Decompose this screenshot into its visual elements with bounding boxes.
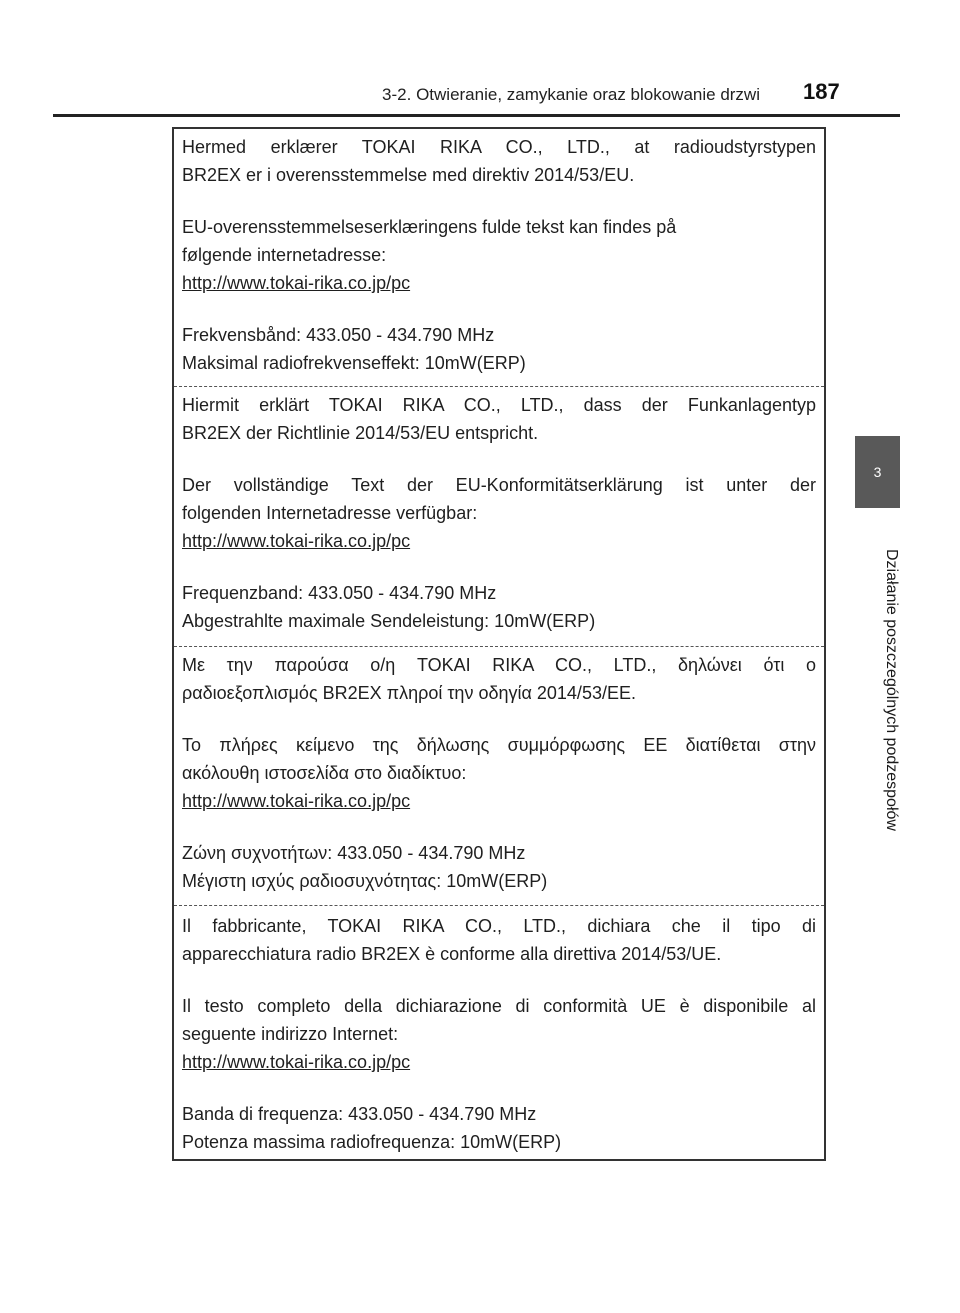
page-number: 187 xyxy=(803,79,840,104)
declaration-text-line: Il testo completo della dichiarazione di conformità UE è disponibile al xyxy=(182,996,816,1016)
max-power: Maksimal radiofrekvenseffekt: 10mW(ERP) xyxy=(182,353,526,373)
declaration-danish xyxy=(174,129,824,387)
declaration-text-line: BR2EX der Richtlinie 2014/53/EU entspricht. xyxy=(182,423,539,443)
declaration-text-line: Με την παρούσα ο/η TOKAI RIKA CO., LTD., δηλώνει ότι ο xyxy=(182,655,816,675)
frequency-band: Frekvensbånd: 433.050 - 434.790 MHz xyxy=(182,325,495,345)
frequency-band: Banda di frequenza: 433.050 - 434.790 MHz xyxy=(182,1104,537,1124)
declaration-text-line: EU-overensstemmelseserklæringens fulde tekst kan findes på xyxy=(182,217,677,237)
declaration-german xyxy=(174,387,824,647)
declaration-url[interactable]: http://www.tokai-rika.co.jp/pc xyxy=(182,791,411,811)
declaration-text-line: Το πλήρες κείμενο της δήλωσης συμμόρφωσης ΕΕ διατίθεται στην xyxy=(182,735,816,755)
declaration-url[interactable]: http://www.tokai-rika.co.jp/pc xyxy=(182,273,411,293)
declaration-text-line: apparecchiatura radio BR2EX è conforme alla direttiva 2014/53/UE. xyxy=(182,944,722,964)
declaration-italian xyxy=(174,906,824,1159)
section-title: 3-2. Otwieranie, zamykanie oraz blokowanie drzwi xyxy=(382,85,760,104)
declaration-text-line: Hermed erklærer TOKAI RIKA CO., LTD., at radioudstyrstypen xyxy=(182,137,816,157)
declaration-text-line: folgenden Internetadresse verfügbar: xyxy=(182,503,478,523)
frequency-band: Frequenzband: 433.050 - 434.790 MHz xyxy=(182,583,497,603)
declaration-text-line: BR2EX er i overensstemmelse med direktiv 2014/53/EU. xyxy=(182,165,635,185)
declaration-text-line: ακόλουθη ιστοσελίδα στο διαδίκτυο: xyxy=(182,763,467,783)
declaration-url[interactable]: http://www.tokai-rika.co.jp/pc xyxy=(182,1052,411,1072)
declaration-text-line: Der vollständige Text der EU-Konformitätserklärung ist unter der xyxy=(182,475,816,495)
frequency-band: Ζώνη συχνοτήτων: 433.050 - 434.790 MHz xyxy=(182,843,526,863)
declaration-greek xyxy=(174,647,824,906)
header-rule xyxy=(53,114,900,117)
declaration-box xyxy=(172,127,826,1161)
chapter-label: Działanie poszczególnych podzespołów xyxy=(883,549,900,831)
max-power: Potenza massima radiofrequenza: 10mW(ERP) xyxy=(182,1132,562,1152)
page-header xyxy=(0,0,960,120)
declaration-text-line: Il fabbricante, TOKAI RIKA CO., LTD., dichiara che il tipo di xyxy=(182,916,816,936)
max-power: Μέγιστη ισχύς ραδιοσυχνότητας: 10mW(ERP) xyxy=(182,871,548,891)
declaration-text-line: ραδιοεξοπλισμός BR2EX πληροί την οδηγία 2014/53/ΕΕ. xyxy=(182,683,636,703)
chapter-tab: 3 xyxy=(855,436,900,508)
declaration-text-line: Hiermit erklärt TOKAI RIKA CO., LTD., dass der Funkanlagentyp xyxy=(182,395,816,415)
declaration-url[interactable]: http://www.tokai-rika.co.jp/pc xyxy=(182,531,411,551)
declaration-text-line: seguente indirizzo Internet: xyxy=(182,1024,399,1044)
max-power: Abgestrahlte maximale Sendeleistung: 10mW(ERP) xyxy=(182,611,596,631)
declaration-text-line: følgende internetadresse: xyxy=(182,245,387,265)
